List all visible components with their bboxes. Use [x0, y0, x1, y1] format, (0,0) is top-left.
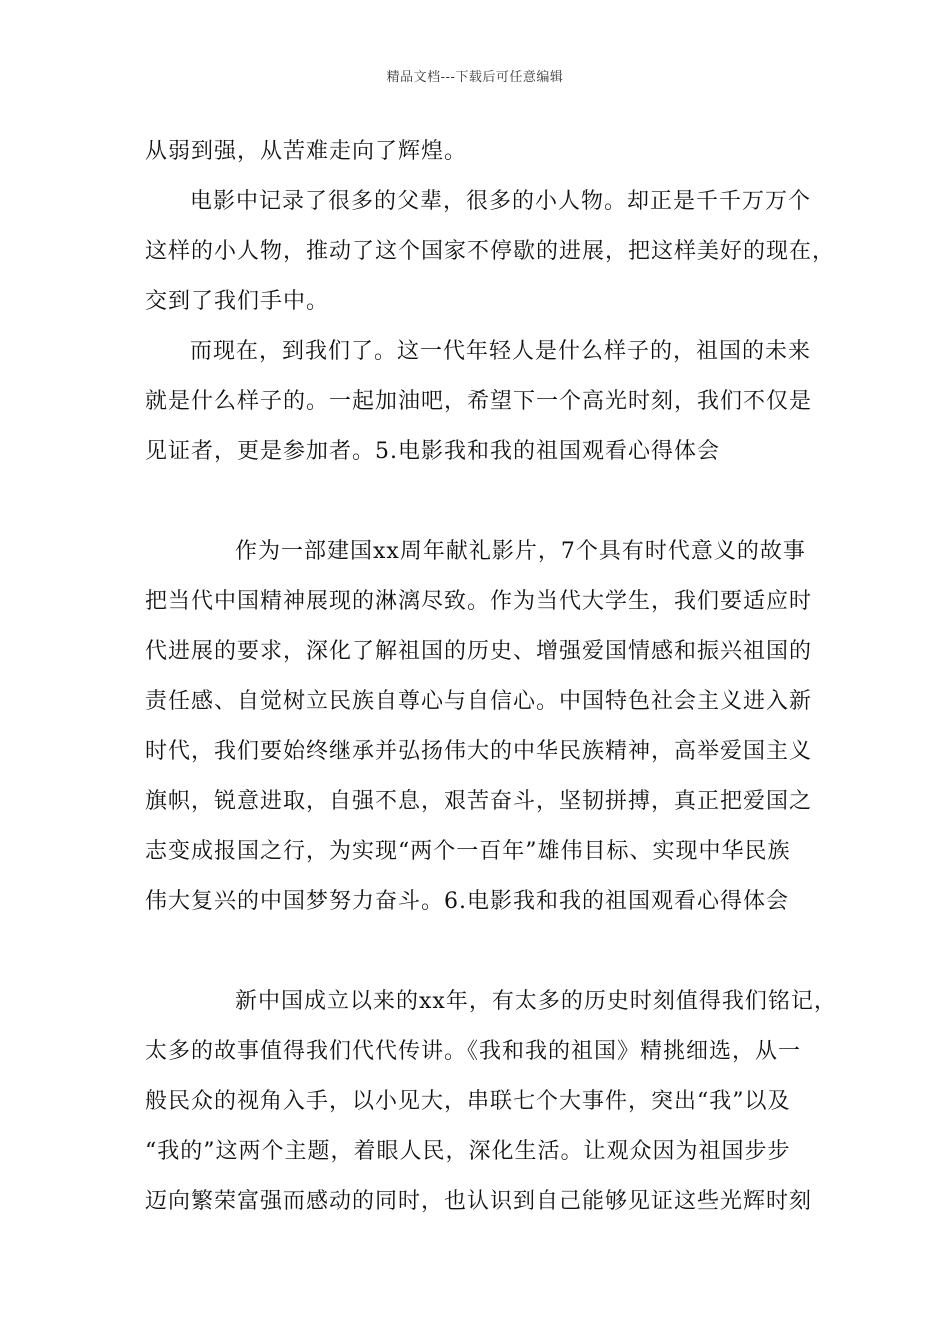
text-line: 代进展的要求，深化了解祖国的历史、增强爱国情感和振兴祖国的 — [145, 639, 813, 664]
page-header: 精品文档---下载后可任意编辑 — [386, 70, 564, 85]
text-line: 时代，我们要始终继承并弘扬伟大的中华民族精神，高举爱国主义 — [145, 739, 813, 764]
text-line: 见证者，更是参加者。5.电影我和我的祖国观看心得体会 — [145, 439, 720, 464]
text-line: 般民众的视角入手，以小见大，串联七个大事件，突出“我”以及 — [145, 1089, 791, 1114]
text-line: 太多的故事值得我们代代传讲。《我和我的祖国》精挑细选，从一 — [145, 1039, 802, 1064]
text-line: 交到了我们手中。 — [145, 289, 330, 314]
text-line: 这样的小人物，推动了这个国家不停歇的进展，把这样美好的现在， — [145, 239, 836, 264]
text-line: 旗帜，锐意进取，自强不息，艰苦奋斗，坚韧拼搏，真正把爱国之 — [145, 789, 813, 814]
text-line: 就是什么样子的。一起加油吧，希望下一个高光时刻，我们不仅是 — [145, 389, 813, 414]
text-line: 而现在，到我们了。这一代年轻人是什么样子的，祖国的未来 — [190, 339, 812, 364]
text-line: 责任感、自觉树立民族自尊心与自信心。中国特色社会主义进入新 — [145, 689, 813, 714]
text-line: 新中国成立以来的xx年，有太多的历史时刻值得我们铭记， — [235, 989, 837, 1014]
text-line: 电影中记录了很多的父辈，很多的小人物。却正是千千万万个 — [190, 189, 812, 214]
text-line: “我的”这两个主题，着眼人民，深化生活。让观众因为祖国步步 — [145, 1139, 791, 1164]
text-line: 伟大复兴的中国梦努力奋斗。6.电影我和我的祖国观看心得体会 — [145, 889, 789, 914]
text-line: 志变成报国之行，为实现“两个一百年”雄伟目标、实现中华民族 — [145, 839, 791, 864]
text-line: 迈向繁荣富强而感动的同时，也认识到自己能够见证这些光辉时刻 — [145, 1189, 813, 1214]
text-line: 从弱到强，从苦难走向了辉煌。 — [145, 139, 468, 164]
text-line: 把当代中国精神展现的淋漓尽致。作为当代大学生，我们要适应时 — [145, 589, 813, 614]
text-line: 作为一部建国xx周年献礼影片，7个具有时代意义的故事 — [235, 539, 806, 564]
